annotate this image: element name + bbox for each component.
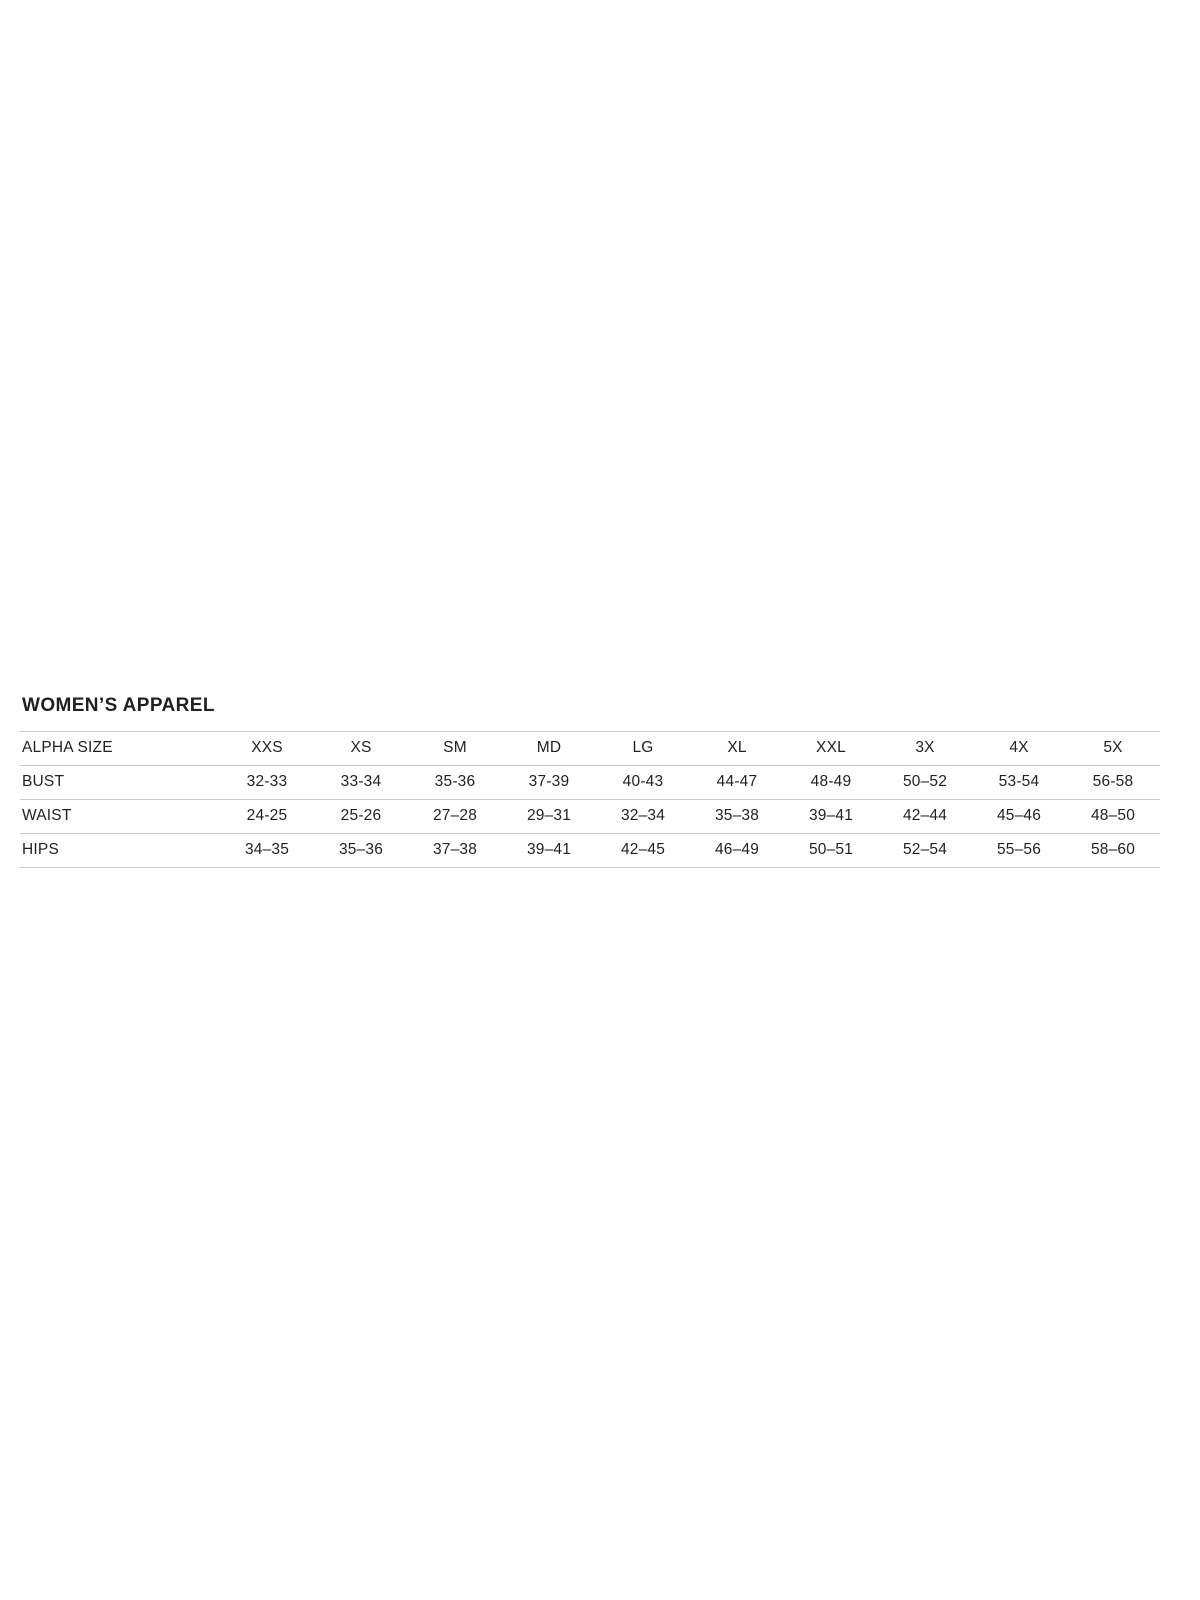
cell-waist-5x: 48–50	[1066, 800, 1160, 834]
cell-bust-xxs: 32-33	[220, 766, 314, 800]
cell-waist-lg: 32–34	[596, 800, 690, 834]
column-header-xl: XL	[690, 732, 784, 766]
cell-bust-lg: 40-43	[596, 766, 690, 800]
cell-hips-xs: 35–36	[314, 834, 408, 868]
row-label-waist: WAIST	[20, 800, 220, 834]
cell-bust-xs: 33-34	[314, 766, 408, 800]
cell-hips-5x: 58–60	[1066, 834, 1160, 868]
cell-bust-xl: 44-47	[690, 766, 784, 800]
table-header-row	[20, 732, 1160, 766]
cell-waist-3x: 42–44	[878, 800, 972, 834]
cell-waist-4x: 45–46	[972, 800, 1066, 834]
column-header-4x: 4X	[972, 732, 1066, 766]
cell-hips-xxs: 34–35	[220, 834, 314, 868]
cell-bust-3x: 50–52	[878, 766, 972, 800]
womens-apparel-size-chart	[20, 695, 1160, 868]
cell-hips-4x: 55–56	[972, 834, 1066, 868]
column-header-xs: XS	[314, 732, 408, 766]
cell-bust-md: 37-39	[502, 766, 596, 800]
cell-hips-md: 39–41	[502, 834, 596, 868]
cell-hips-3x: 52–54	[878, 834, 972, 868]
size-chart-table	[20, 731, 1160, 868]
cell-bust-4x: 53-54	[972, 766, 1066, 800]
row-label-bust: BUST	[20, 766, 220, 800]
cell-waist-md: 29–31	[502, 800, 596, 834]
row-label-hips: HIPS	[20, 834, 220, 868]
table-row	[20, 766, 1160, 800]
cell-bust-sm: 35-36	[408, 766, 502, 800]
table-row	[20, 834, 1160, 868]
cell-waist-xl: 35–38	[690, 800, 784, 834]
cell-waist-xxs: 24-25	[220, 800, 314, 834]
column-header-xxl: XXL	[784, 732, 878, 766]
column-header-5x: 5X	[1066, 732, 1160, 766]
cell-bust-xxl: 48-49	[784, 766, 878, 800]
cell-waist-sm: 27–28	[408, 800, 502, 834]
cell-hips-lg: 42–45	[596, 834, 690, 868]
cell-hips-xl: 46–49	[690, 834, 784, 868]
cell-hips-xxl: 50–51	[784, 834, 878, 868]
page-title: WOMEN’S APPAREL	[22, 695, 215, 716]
cell-bust-5x: 56-58	[1066, 766, 1160, 800]
column-header-md: MD	[502, 732, 596, 766]
cell-hips-sm: 37–38	[408, 834, 502, 868]
column-header-3x: 3X	[878, 732, 972, 766]
column-header-alpha-size: ALPHA SIZE	[20, 732, 220, 766]
cell-waist-xs: 25-26	[314, 800, 408, 834]
column-header-sm: SM	[408, 732, 502, 766]
cell-waist-xxl: 39–41	[784, 800, 878, 834]
column-header-xxs: XXS	[220, 732, 314, 766]
column-header-lg: LG	[596, 732, 690, 766]
table-row	[20, 800, 1160, 834]
